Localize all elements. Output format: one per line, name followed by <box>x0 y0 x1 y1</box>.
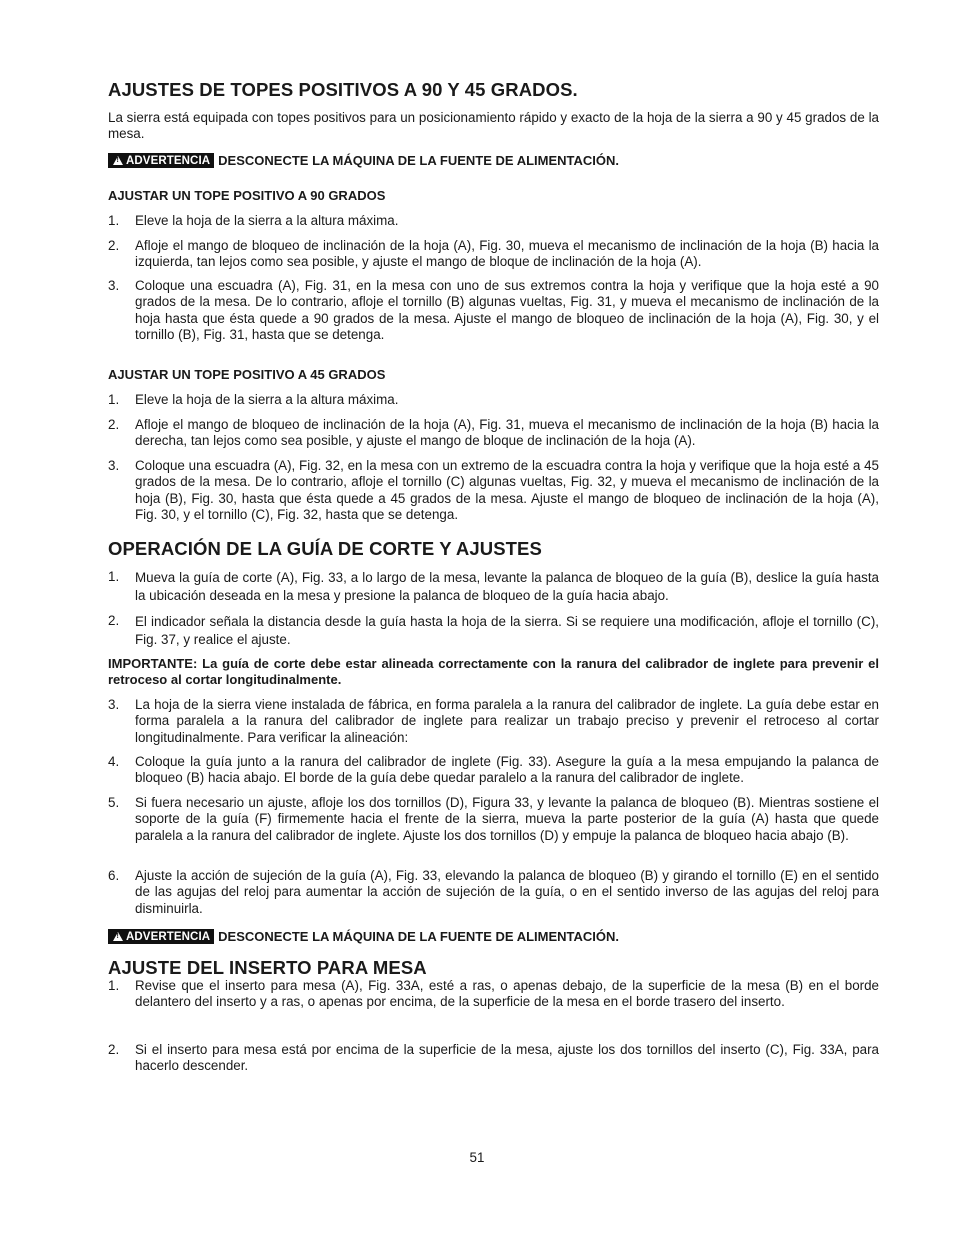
step-text: Coloque una escuadra (A), Fig. 32, en la mesa con un extremo de la escuadra contra la hoja y verifique que la hoja esté a 45 grados de la mesa. De lo contrario, afloje el tornillo (C) algunas vueltas, Fig. 32, y mueva el mecanismo de inclinación de la hoja (B), Fig. 30, hasta que ésta quede a 45 grados de la mesa. Ajuste el mango de bloqueo de inclinación de la hoja (A), Fig. 30, y el tornillo (C), Fig. 32, hasta que se detenga. <box>135 458 879 522</box>
page-number: 51 <box>469 1150 485 1165</box>
warning-text: DESCONECTE LA MÁQUINA DE LA FUENTE DE ALIMENTACIÓN. <box>218 929 620 944</box>
step-text: Coloque la guía junto a la ranura del calibrador de inglete (Fig. 33). Asegure la guía a la mesa empujando la palanca de bloqueo (B) hacia abajo. El borde de la guía debe quedar paralelo a la ranura del calibrador de inglete. <box>135 754 879 786</box>
step-text: Eleve la hoja de la sierra a la altura máxima. <box>135 213 399 228</box>
warning-triangle-icon <box>113 932 123 941</box>
section-title-inserto: AJUSTE DEL INSERTO PARA MESA <box>108 957 427 978</box>
step-text: Ajuste la acción de sujeción de la guía (A), Fig. 33, elevando la palanca de bloqueo (B) y girando el tornillo (E) en el sentido de las agujas del reloj para aumentar la acción de sujeción de la guía, o en el sentido inverso de las agujas del reloj para disminuirla. <box>135 868 879 916</box>
subsection-title-45: AJUSTAR UN TOPE POSITIVO A 45 GRADOS <box>108 367 386 382</box>
step-text: Afloje el mango de bloqueo de inclinación de la hoja (A), Fig. 30, mueva el mecanismo de inclinación de la hoja (B) hacia la izquierda, tan lejos como sea posible, y ajuste el mango de bloque de inclinación de la hoja (A). <box>135 238 879 270</box>
step-number: 6. <box>108 868 120 883</box>
section-title-topes: AJUSTES DE TOPES POSITIVOS A 90 Y 45 GRADOS. <box>108 79 578 100</box>
step-text: Si fuera necesario un ajuste, afloje los dos tornillos (D), Figura 33, y levante la palanca de bloqueo (B). Mientras sostiene el soporte de la guía (F) firmemente hacia el frente de la sierra, mueva la parte posterior de la guía (A) hasta que quede paralela a la ranura del calibrador de inglete. Ajuste los dos tornillos (D) y empuje la palanca de bloqueo hacia abajo (B). <box>135 795 879 843</box>
step-text: El indicador señala la distancia desde la guía hasta la hoja de la sierra. Si se requiere una modificación, afloje el tornillo (C), Fig. 37, y realice el ajuste. <box>135 614 879 647</box>
step-number: 1. <box>108 392 120 407</box>
step-number: 2. <box>108 417 120 432</box>
step-number: 2. <box>108 238 120 253</box>
warning-triangle-icon <box>113 156 123 165</box>
section-title-guia: OPERACIÓN DE LA GUÍA DE CORTE Y AJUSTES <box>108 538 542 559</box>
step-number: 1. <box>108 978 120 993</box>
step-text: La hoja de la sierra viene instalada de fábrica, en forma paralela a la ranura del calibrador de inglete. La guía debe estar en forma paralela a la ranura del calibrador de inglete para realizar un trabajo preciso y prevenir el retroceso al cortar longitudinalmente. Para verificar la alineación: <box>135 697 879 745</box>
step-text: Si el inserto para mesa está por encima de la superficie de la mesa, ajuste los dos tornillos del inserto (C), Fig. 33A, para hacerlo descender. <box>135 1042 879 1074</box>
step-text: Eleve la hoja de la sierra a la altura máxima. <box>135 392 399 407</box>
warning-text: DESCONECTE LA MÁQUINA DE LA FUENTE DE ALIMENTACIÓN. <box>218 153 620 168</box>
warning-badge-label: ADVERTENCIA <box>126 930 211 943</box>
step-text: Mueva la guía de corte (A), Fig. 33, a lo largo de la mesa, levante la palanca de bloqueo de la guía (B), deslice la guía hasta la ubicación deseada en la mesa y presione la palanca de bloqueo de la guía hacia abajo. <box>135 570 879 603</box>
warning-badge-label: ADVERTENCIA <box>126 154 211 167</box>
intro-paragraph: La sierra está equipada con topes positivos para un posicionamiento rápido y exacto de la hoja de la sierra a 90 y 45 grados de la mesa. <box>108 110 879 142</box>
subsection-title-90: AJUSTAR UN TOPE POSITIVO A 90 GRADOS <box>108 188 386 203</box>
step-number: 2. <box>108 1042 120 1057</box>
step-number: 1. <box>108 213 120 228</box>
step-number: 3. <box>108 458 120 473</box>
important-note: IMPORTANTE: La guía de corte debe estar alineada correctamente con la ranura del calibrador de inglete para prevenir el retroceso al cortar longitudinalmente. <box>108 656 879 688</box>
step-number: 5. <box>108 795 120 810</box>
warning-line-1 <box>108 153 879 168</box>
step-number: 1. <box>108 569 120 584</box>
step-number: 4. <box>108 754 120 769</box>
warning-badge <box>108 929 214 944</box>
warning-line-2 <box>108 929 879 944</box>
step-number: 3. <box>108 278 120 293</box>
step-text: Coloque una escuadra (A), Fig. 31, en la mesa con uno de sus extremos contra la hoja y verifique que la hoja esté a 90 grados de la mesa. De lo contrario, afloje el tornillo (B) algunas vueltas, Fig. 31, y mueva el mecanismo de inclinación de la hoja hasta que ésta quede a 90 grados de la mesa. Ajuste el mango de bloqueo de inclinación de la hoja (A), Fig. 30, y el tornillo (B), Fig. 31, hasta que se detenga. <box>135 278 879 342</box>
step-text: Revise que el inserto para mesa (A), Fig. 33A, esté a ras, o apenas debajo, de la superficie de la mesa (B) en el borde delantero del inserto y a ras, o apenas por encima, de la superficie de la mesa en el borde trasero del inserto. <box>135 978 879 1010</box>
step-text: Afloje el mango de bloqueo de inclinación de la hoja (A), Fig. 31, mueva el mecanismo de inclinación de la hoja (B) hacia la derecha, tan lejos como sea posible, y ajuste el mango de bloque de inclinación de la hoja (A). <box>135 417 879 449</box>
warning-badge <box>108 153 214 168</box>
step-number: 3. <box>108 697 120 712</box>
step-number: 2. <box>108 613 120 628</box>
